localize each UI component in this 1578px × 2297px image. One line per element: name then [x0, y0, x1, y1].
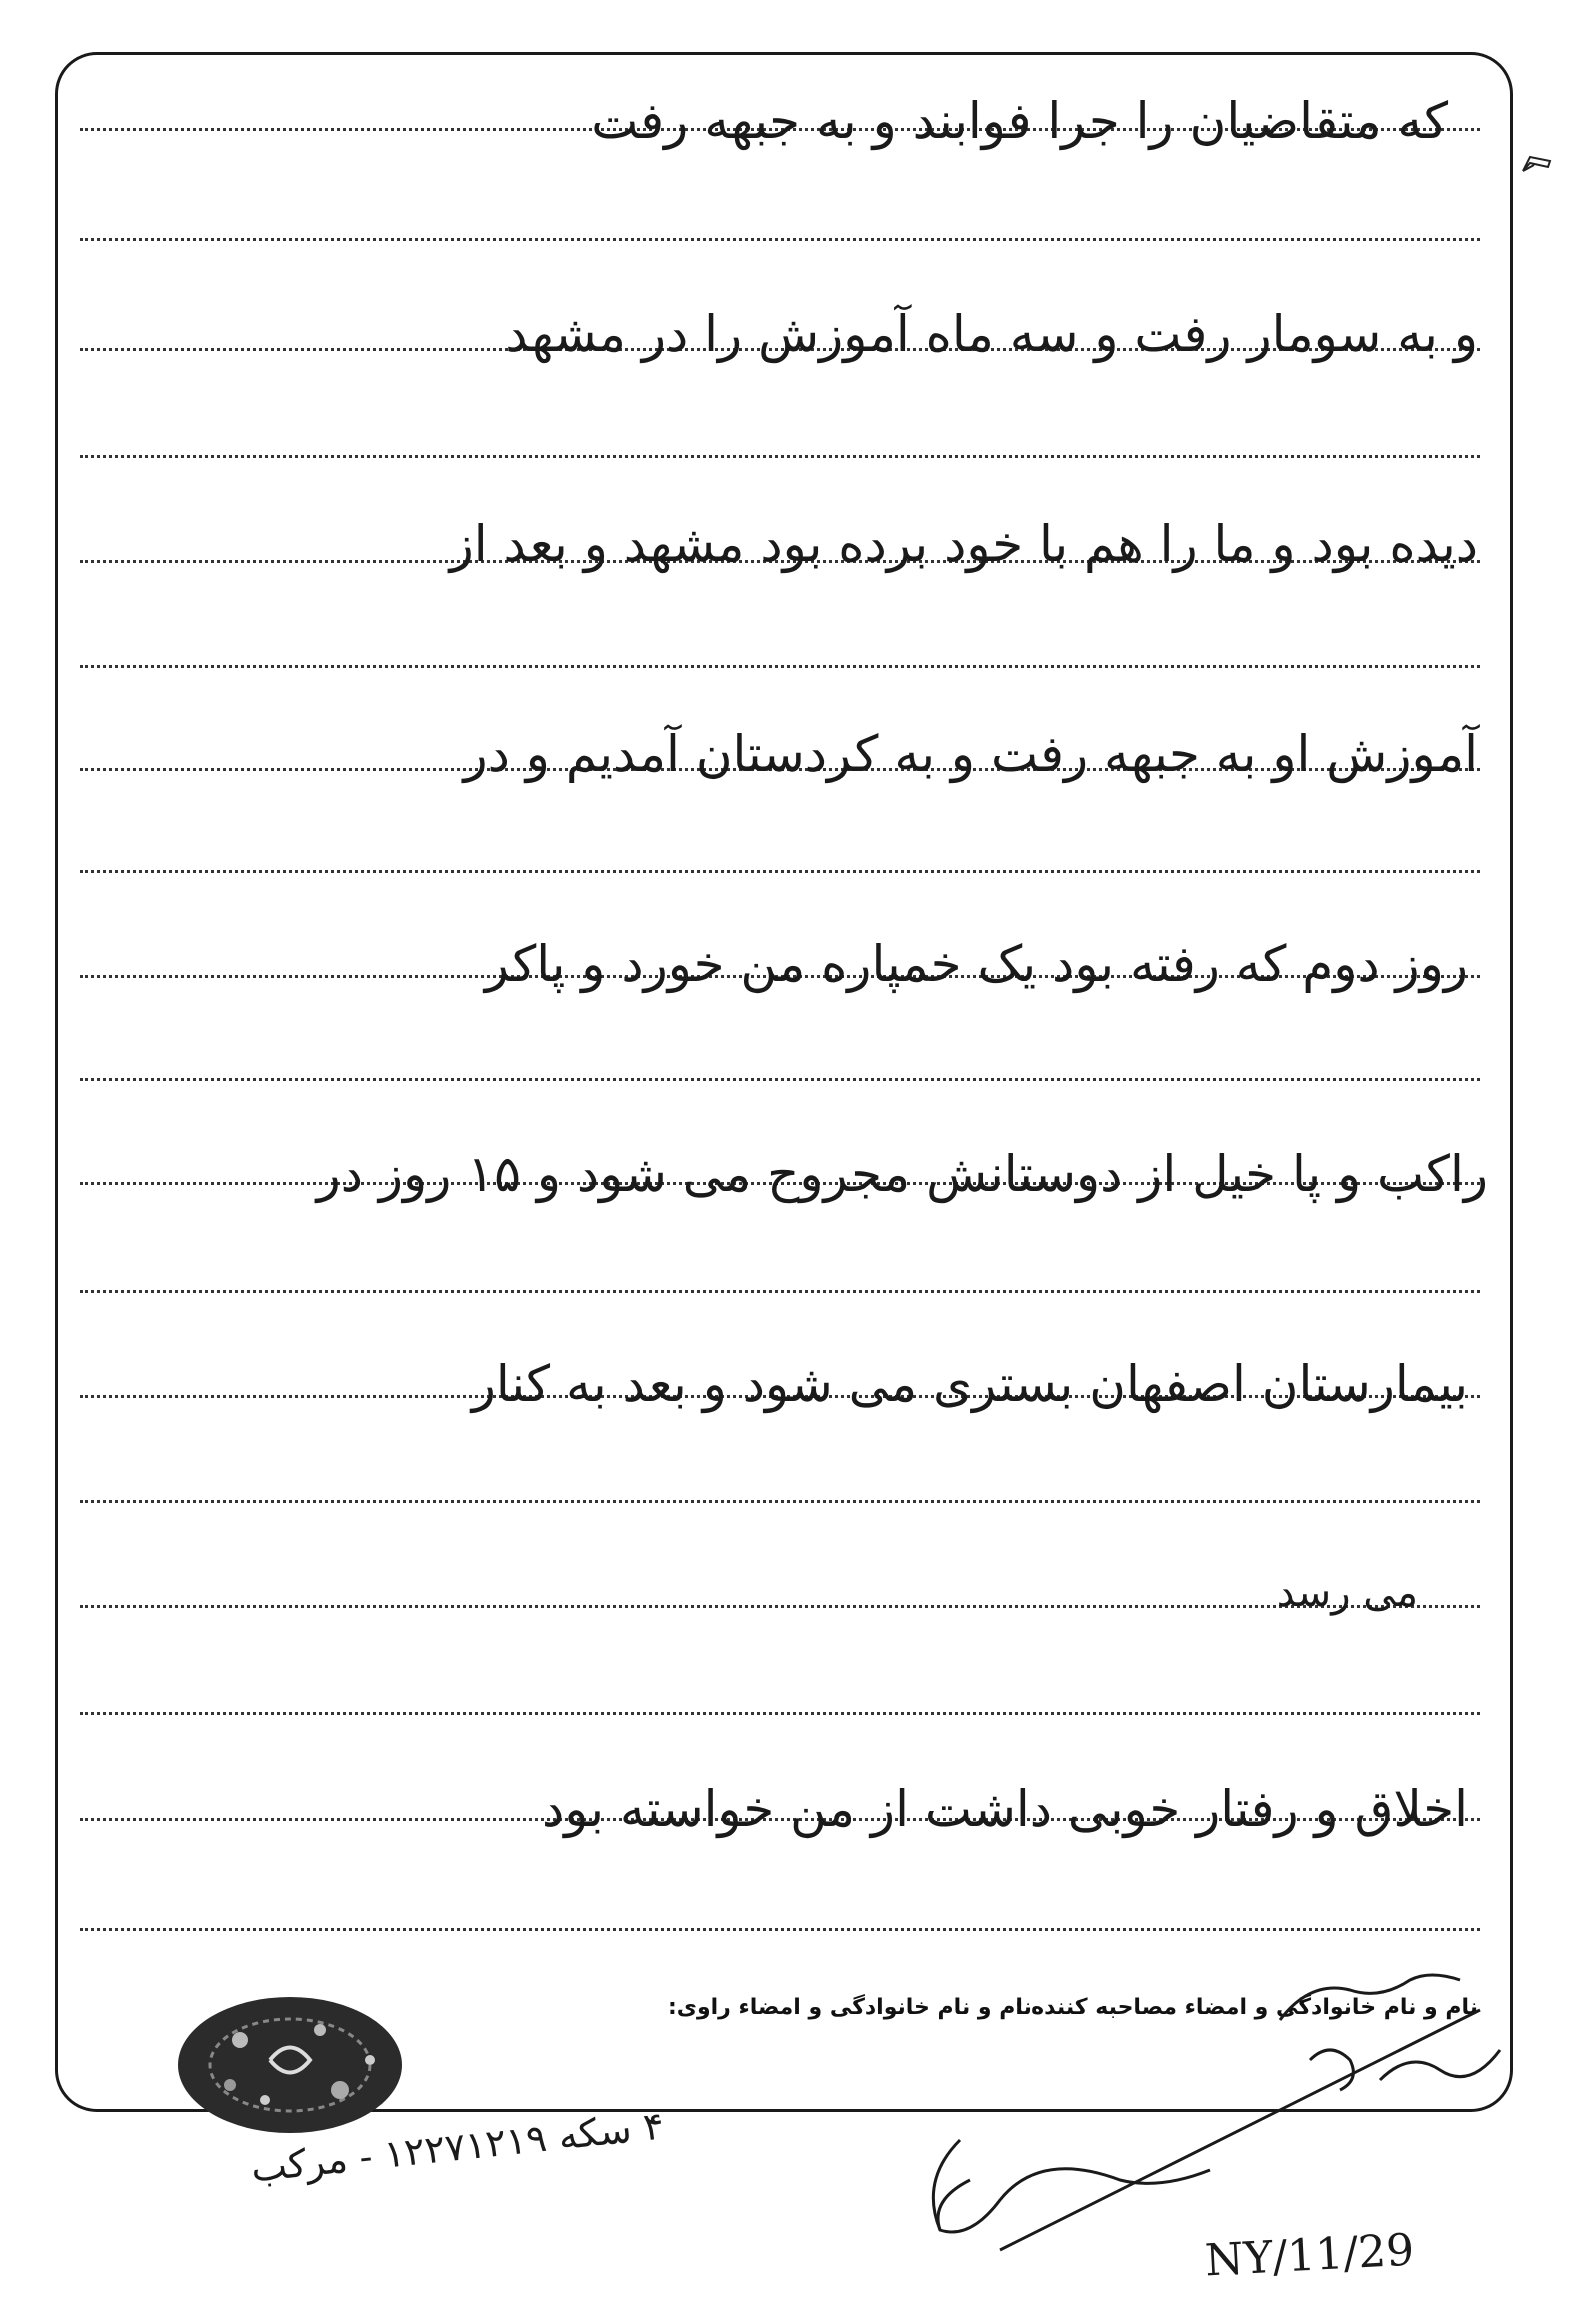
ruled-line	[80, 1605, 1480, 1608]
handwritten-line: که متقاضیان را جرا فوابند و به جبهه رفت	[591, 92, 1448, 150]
ruled-line	[80, 1500, 1480, 1503]
ruled-line	[80, 665, 1480, 668]
ruled-line	[80, 1290, 1480, 1293]
handwritten-line: دیده بود و ما را هم با خود برده بود مشهد و بعد از	[449, 515, 1478, 573]
handwritten-line: راکب و پا خیل از دوستانش مجروح می شود و ۱۵ روز در	[316, 1145, 1488, 1203]
ruled-line	[80, 1712, 1480, 1715]
ruled-line	[80, 238, 1480, 241]
interviewer-signature-label: نام و نام خانوادگی و امضاء مصاحبه کننده :	[1014, 1995, 1478, 2020]
pen-icon	[1520, 151, 1556, 179]
handwritten-line: و به سومار رفت و سه ماه آموزش را در مشهد	[505, 305, 1478, 363]
narrator-signature-label: نام و نام خانوادگی و امضاء راوی:	[668, 1995, 1032, 2020]
ink-stamp	[170, 1990, 410, 2144]
interviewer-signature	[900, 1970, 1540, 2274]
handwritten-line: آموزش او به جبهه رفت و به کردستان آمدیم و در	[463, 725, 1478, 783]
ruled-line	[80, 1078, 1480, 1081]
handwritten-line: می رسد	[1276, 1570, 1418, 1616]
narrator-handwritten-note: ۴ سکه ۱۲۲۷۱۲۱۹ - مرکب	[248, 2103, 666, 2191]
handwritten-date: NY/11/29	[1203, 2224, 1416, 2287]
handwritten-line: اخلاق و رفتار خوبی داشت از من خواسته بود	[541, 1780, 1468, 1838]
handwritten-line: بیمارستان اصفهان بستری می شود و بعد به کنار	[471, 1355, 1468, 1413]
ruled-line	[80, 870, 1480, 873]
ruled-line	[80, 1928, 1480, 1931]
ruled-line	[80, 455, 1480, 458]
handwritten-line: روز دوم که رفته بود یک خمپاره من خورد و پاکر	[484, 935, 1468, 993]
